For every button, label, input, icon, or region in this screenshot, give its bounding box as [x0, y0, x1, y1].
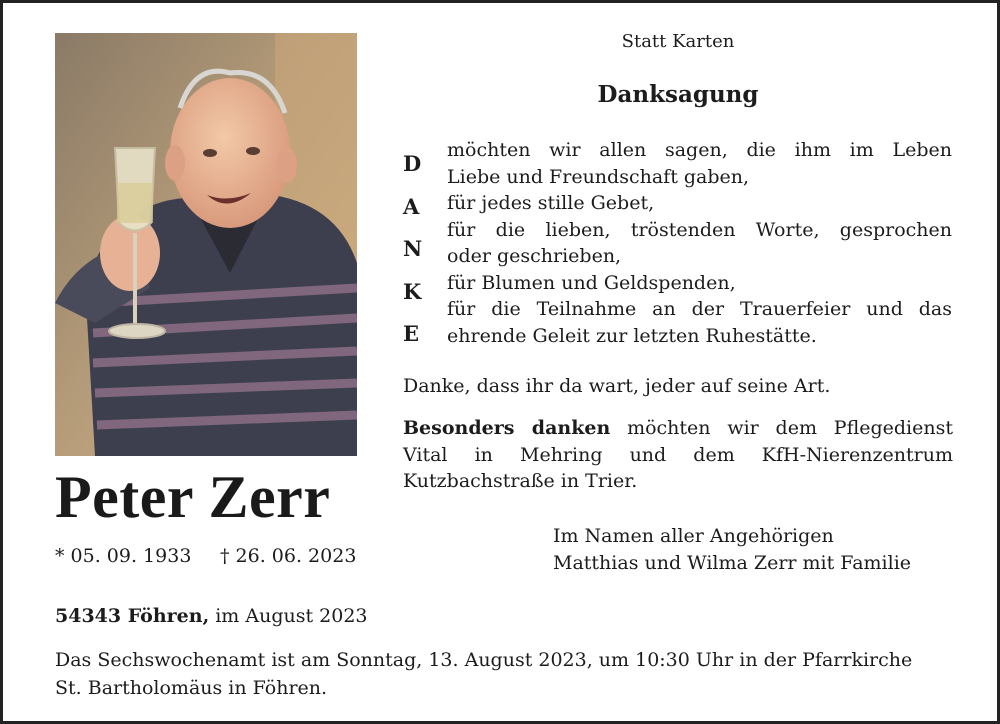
acrostic-line: oder geschrieben,: [447, 245, 622, 267]
special-thanks-bold: Besonders danken: [403, 417, 611, 439]
acrostic-letter: A: [403, 193, 420, 219]
acrostic-line: ehrende Geleit zur letzten Ruhestätte.: [447, 324, 817, 347]
special-thanks-line-3: Kutzbachstraße in Trier.: [403, 470, 638, 492]
portrait-photo-image: [55, 33, 357, 456]
acrostic-line: für jedes stille Gebet,: [447, 192, 655, 214]
statt-karten-label: Statt Karten: [621, 31, 735, 52]
special-thanks: [403, 415, 953, 495]
acrostic-line: Liebe und Freundschaft gaben,: [447, 165, 750, 188]
acrostic-letter: K: [403, 278, 422, 304]
special-thanks-line-2: Vital in Mehring und dem KfH-Nierenzentrum: [403, 443, 953, 466]
acrostic-letter: E: [403, 321, 420, 346]
acrostic-letter: N: [403, 236, 423, 261]
signature-line-1: Im Namen aller Angehörigen: [553, 525, 834, 547]
closing-sentence: [403, 373, 953, 400]
danke-acrostic: [403, 143, 427, 356]
place-name: 54343 Föhren,: [55, 605, 210, 627]
special-thanks-line-1: [403, 415, 953, 442]
page-title: Danksagung: [597, 81, 759, 108]
closing-line: Danke, dass ihr da wart, jeder auf seine Art.: [403, 375, 831, 397]
signature: [553, 523, 953, 577]
signature-line-2: Matthias und Wilma Zerr mit Familie: [553, 552, 912, 574]
acrostic-line: für Blumen und Geldspenden,: [447, 271, 736, 294]
acrostic-line: möchten wir allen sagen, die ihm im Leben: [447, 139, 952, 161]
acrostic-line: für die lieben, tröstenden Worte, gesprochen: [447, 218, 952, 241]
birth-date: * 05. 09. 1933: [55, 545, 192, 567]
acrostic-line: für die Teilnahme an der Trauerfeier und das: [447, 298, 952, 320]
memorial-service-note: [55, 646, 955, 702]
death-date: † 26. 06. 2023: [220, 545, 357, 567]
acrostic-letter: D: [403, 151, 422, 176]
place-date: [55, 603, 368, 629]
place-month: im August 2023: [209, 605, 368, 627]
footer-line-2: St. Bartholomäus in Föhren.: [55, 677, 328, 699]
special-thanks-rest: möchten wir dem Pflegedienst: [610, 417, 953, 439]
footer-line-1: Das Sechswochenamt ist am Sonntag, 13. August 2023, um 10:30 Uhr in der Pfarrkirche: [55, 649, 913, 671]
deceased-name: Peter Zerr: [55, 464, 331, 530]
acrostic-text: [447, 137, 952, 349]
portrait-photo: [55, 33, 357, 456]
